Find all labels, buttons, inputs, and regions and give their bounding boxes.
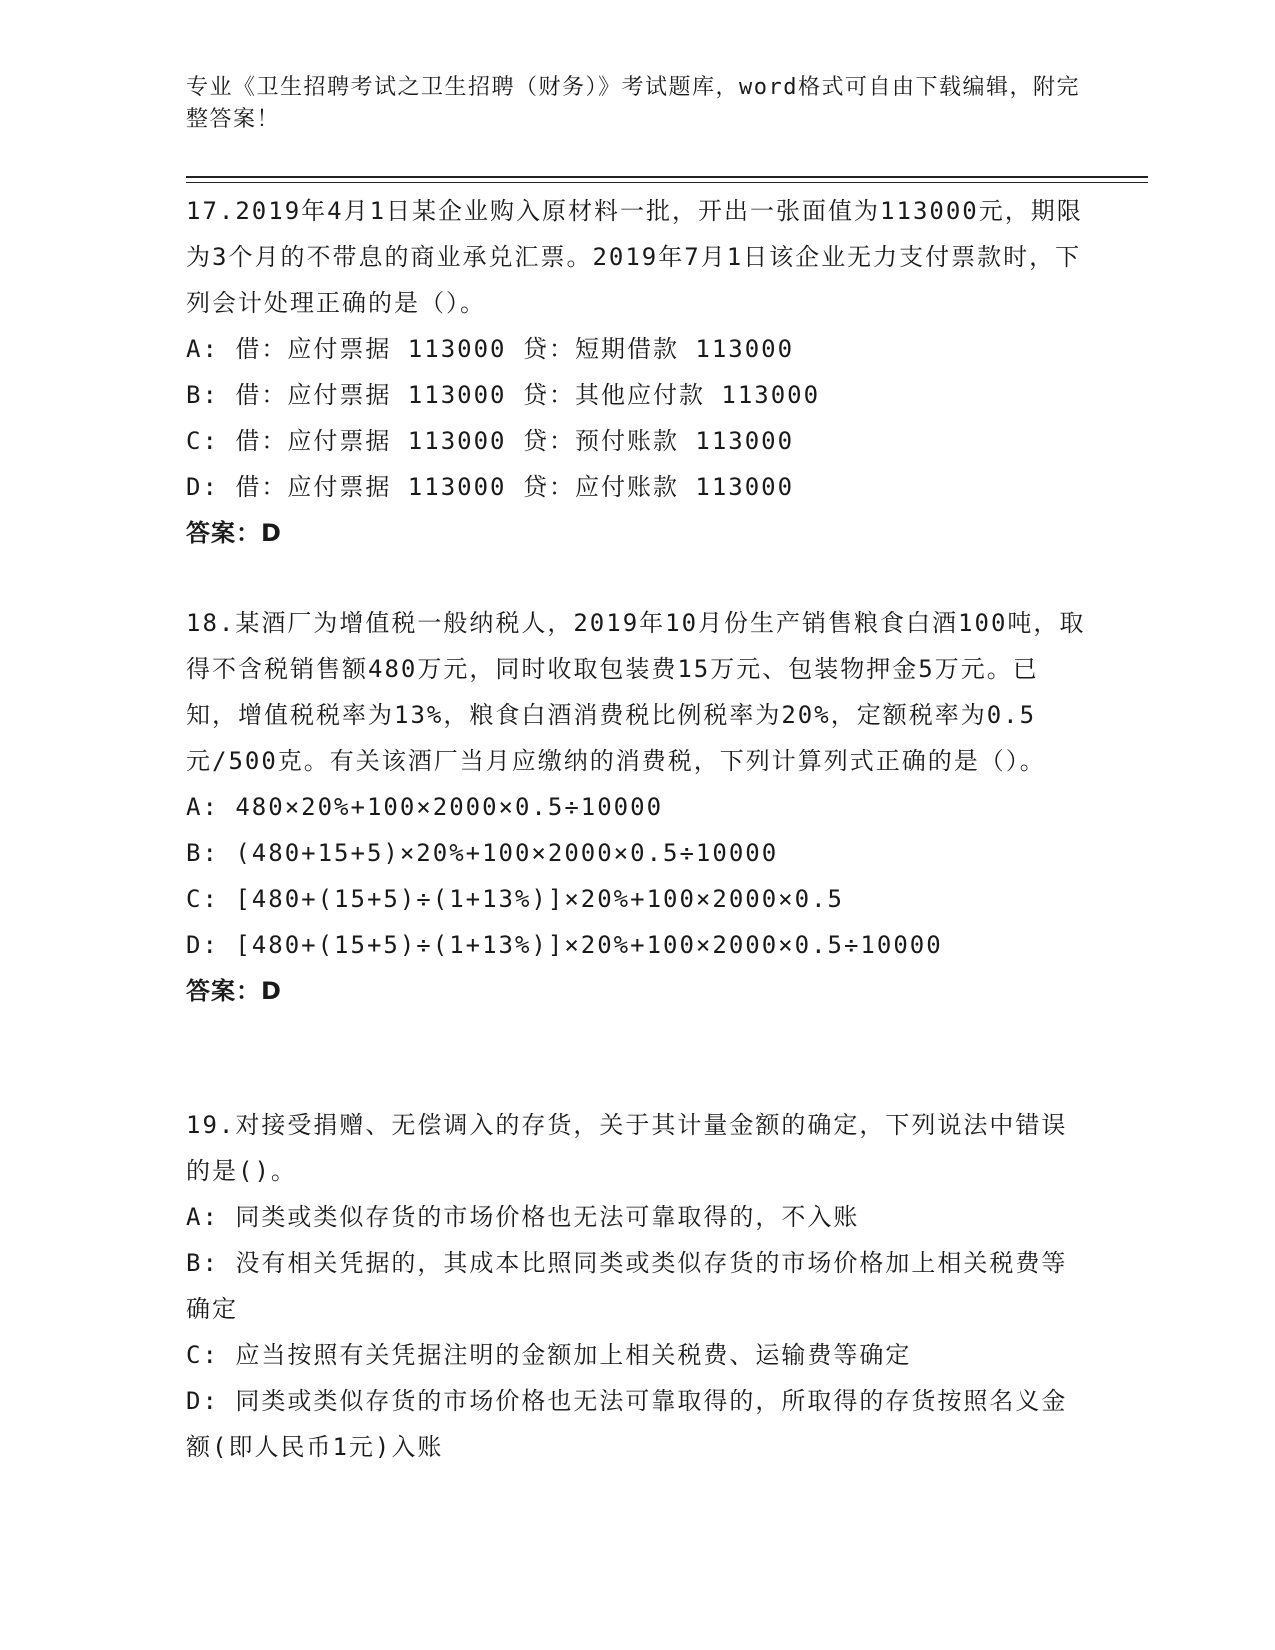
option-b: B: 借：应付票据 113000 贷：其他应付款 113000 bbox=[186, 381, 821, 409]
answer-label: 答案：D bbox=[186, 977, 282, 1005]
option-a: A: 借：应付票据 113000 贷：短期借款 113000 bbox=[186, 335, 795, 363]
option-c: C: 应当按照有关凭据注明的金额加上相关税费、运输费等确定 bbox=[186, 1341, 912, 1369]
option-a: A: 同类或类似存货的市场价格也无法可靠取得的，不入账 bbox=[186, 1203, 860, 1231]
question-stem: 17.2019年4月1日某企业购入原材料一批，开出一张面值为113000元，期限为3个月的不带息的商业承兑汇票。2019年7月1日该企业无力支付票款时，下列会计处理正确的是（）。 bbox=[186, 197, 1083, 317]
question-18 bbox=[186, 600, 1086, 1014]
header-divider-thick bbox=[186, 176, 1148, 178]
document-header: 专业《卫生招聘考试之卫生招聘（财务）》考试题库，word格式可自由下载编辑，附完整答案！ bbox=[186, 75, 1080, 132]
question-stem: 18.某酒厂为增值税一般纳税人，2019年10月份生产销售粮食白酒100吨，取得不含税销售额480万元，同时收取包装费15万元、包装物押金5万元。已知，增值税税率为13%，粮食白酒消费税比例税率为20%，定额税率为0.5元/500克。有关该酒厂当月应缴纳的消费税，下列计算列式正确的是（）。 bbox=[186, 609, 1086, 775]
option-a: A: 480×20%+100×2000×0.5÷10000 bbox=[186, 793, 664, 821]
header-divider-thin bbox=[186, 182, 1148, 183]
question-17 bbox=[186, 188, 1086, 556]
question-stem: 19.对接受捐赠、无偿调入的存货，关于其计量金额的确定，下列说法中错误的是()。 bbox=[186, 1111, 1068, 1185]
option-c: C: [480+(15+5)÷(1+13%)]×20%+100×2000×0.5 bbox=[186, 885, 844, 913]
question-19 bbox=[186, 1102, 1086, 1470]
option-b: B: 没有相关凭据的，其成本比照同类或类似存货的市场价格加上相关税费等确定 bbox=[186, 1249, 1068, 1323]
option-b: B: (480+15+5)×20%+100×2000×0.5÷10000 bbox=[186, 839, 779, 867]
option-d: D: 同类或类似存货的市场价格也无法可靠取得的，所取得的存货按照名义金额(即人民币1元)入账 bbox=[186, 1387, 1068, 1461]
option-d: D: 借：应付票据 113000 贷：应付账款 113000 bbox=[186, 473, 795, 501]
option-d: D: [480+(15+5)÷(1+13%)]×20%+100×2000×0.5÷10000 bbox=[186, 931, 943, 959]
answer-label: 答案：D bbox=[186, 519, 282, 547]
option-c: C: 借：应付票据 113000 贷：预付账款 113000 bbox=[186, 427, 795, 455]
